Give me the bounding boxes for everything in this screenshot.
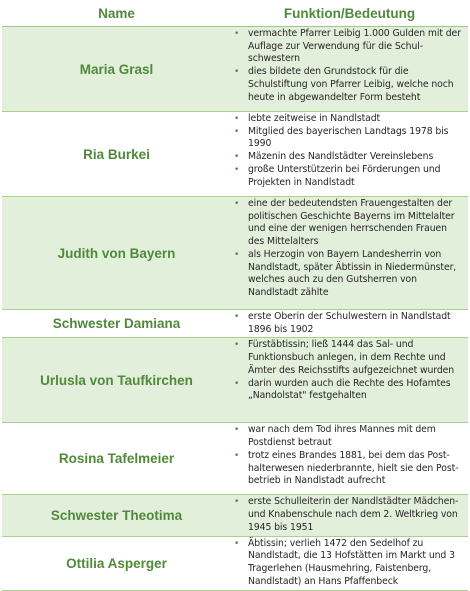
person-name: Maria Grasl xyxy=(2,27,231,112)
header-function: Funktion/Bedeutung xyxy=(231,1,468,27)
table-row xyxy=(2,197,468,310)
bullet-item: • darin wurden auch die Rechte des Hofamtes „Nandolstat" festgehalten xyxy=(248,378,464,403)
header-row xyxy=(2,1,468,27)
bullet-list xyxy=(231,310,468,337)
table-row xyxy=(2,27,468,112)
table-row xyxy=(2,338,468,423)
person-name: Judith von Bayern xyxy=(2,197,231,310)
person-name: Ria Burkei xyxy=(2,112,231,197)
bullet-item: • eine der bedeutendsten Frauengestalten der politischen Geschichte Bayerns im Mittelalter und eine der wenigen herrschenden Frauen des Mittelalters xyxy=(248,198,464,249)
person-name: Urlusla von Taufkirchen xyxy=(2,338,231,423)
bullet-item: • als Herzogin von Bayern Landesherrin von Nandlstadt, später Äbtissin in Niedermünster, welches auch zu den Gutsherren von Nandlstadt zählte xyxy=(248,249,464,300)
bullet-item: • lebte zeitweise in Nandlstadt xyxy=(248,113,464,126)
bullet-item: • Mäzenin des Nandlstädter Vereinslebens xyxy=(248,151,464,164)
function-cell xyxy=(231,338,468,423)
bullet-list xyxy=(231,423,468,489)
person-name: Schwester Damiana xyxy=(2,310,231,338)
person-name: Rosina Tafelmeier xyxy=(2,423,231,495)
header-name: Name xyxy=(2,1,231,27)
bullet-item: • Äbtissin; verlieh 1472 den Sedelhof zu Nandlstadt, die 13 Hofstätten im Markt und 3 Tragerlehen (Hausmehring, Faistenberg, Nandlstadt) an Hans Pfaffenbeck xyxy=(248,538,464,589)
bullet-item: • Fürstäbtissin; ließ 1444 das Sal- und Funktionsbuch anlegen, in dem Rechte und Ämter des Reichsstifts aufgezeichnet wurden xyxy=(248,339,464,377)
bullet-list xyxy=(231,197,468,301)
person-name: Ottilia Asperger xyxy=(2,536,231,590)
bullet-item: • erste Schulleiterin der Nandlstädter Mädchen- und Knabenschule nach dem 2. Weltkrieg von 1945 bis 1951 xyxy=(248,496,464,534)
function-cell xyxy=(231,27,468,112)
persons-table xyxy=(2,1,468,591)
function-cell xyxy=(231,495,468,536)
function-cell xyxy=(231,536,468,590)
table-row xyxy=(2,423,468,495)
bullet-item: • trotz eines Brandes 1881, bei dem das Post-halterwesen niederbrannte, hielt sie den Post-betrieb in Nandlstadt aufrecht xyxy=(248,450,464,488)
table-row xyxy=(2,310,468,338)
bullet-item: • war nach dem Tod ihres Mannes mit dem Postdienst betraut xyxy=(248,424,464,449)
bullet-item: • erste Oberin der Schulwestern in Nandlstadt 1896 bis 1902 xyxy=(248,311,464,336)
bullet-list xyxy=(231,338,468,404)
table-row xyxy=(2,112,468,197)
person-name: Schwester Theotima xyxy=(2,495,231,536)
bullet-list xyxy=(231,27,468,105)
bullet-list xyxy=(231,495,468,535)
function-cell xyxy=(231,310,468,338)
bullet-list xyxy=(231,537,468,590)
table-row xyxy=(2,495,468,536)
bullet-item: • vermachte Pfarrer Leibig 1.000 Gulden mit der Auflage zur Verwendung für die Schul-schwestern xyxy=(248,28,464,66)
function-cell xyxy=(231,423,468,495)
function-cell xyxy=(231,112,468,197)
function-cell xyxy=(231,197,468,310)
bullet-item: • dies bildete den Grundstock für die Schulstiftung von Pfarrer Leibig, welche noch heute in abgewandelter Form besteht xyxy=(248,66,464,104)
table-row xyxy=(2,536,468,590)
bullet-item: • große Unterstützerin bei Förderungen und Projekten in Nandlstadt xyxy=(248,164,464,189)
bullet-item: • Mitglied des bayerischen Landtags 1978 bis 1990 xyxy=(248,126,464,151)
bullet-list xyxy=(231,112,468,190)
